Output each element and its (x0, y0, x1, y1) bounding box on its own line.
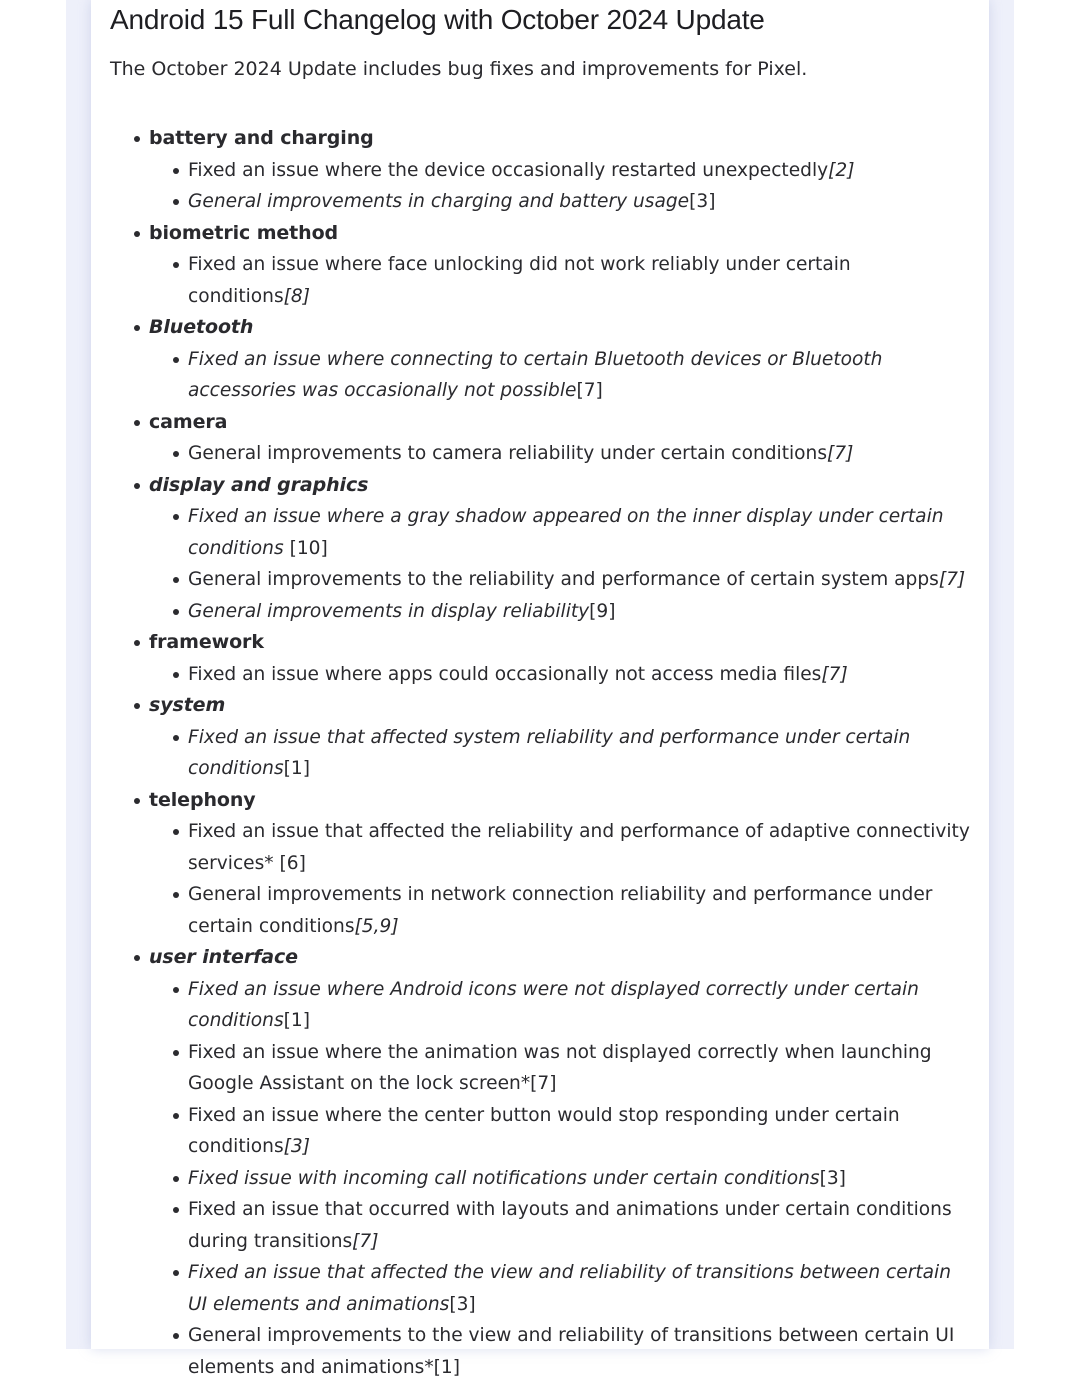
item-ref: [1] (283, 1010, 310, 1031)
category-label: battery and charging (149, 127, 374, 149)
category-camera (131, 407, 971, 470)
item-ref: [9] (589, 600, 616, 622)
item-text: Fixed an issue where connecting to certain Bluetooth devices or Bluetooth accessories was occasionally not possible (188, 348, 883, 401)
item-text: Fixed an issue where apps could occasionally not access media files (188, 663, 822, 685)
item-ref: [1] (283, 758, 310, 779)
item-ref: [7] (530, 1073, 557, 1094)
changelog-item (149, 1100, 971, 1163)
item-text: Fixed an issue where the center button would stop responding under certain conditions (188, 1104, 900, 1157)
item-text: Fixed an issue where the animation was not displayed correctly when launching Google Assistant on the lock screen* (188, 1041, 932, 1094)
category-user-interface (131, 942, 971, 1383)
item-ref: [3] (449, 1293, 476, 1315)
category-label: camera (149, 410, 228, 433)
changelog-item (149, 438, 971, 470)
item-text: General improvements to the view and reliability of transitions between certain UI elements and animations* (188, 1325, 955, 1378)
item-ref: [1] (433, 1356, 460, 1378)
category-biometric-method (131, 218, 971, 313)
item-ref: [8] (283, 285, 310, 307)
item-text: Fixed an issue that affected the reliability and performance of adaptive connectivity services* (188, 821, 970, 874)
changelog-item (149, 249, 971, 312)
changelog-item (149, 659, 971, 691)
changelog-item (149, 879, 971, 942)
item-ref: [7] (827, 443, 854, 464)
changelog-item (149, 1163, 971, 1195)
category-label: telephony (149, 788, 256, 811)
changelog-item (149, 816, 971, 879)
category-label: user interface (149, 946, 298, 968)
article-title: Android 15 Full Changelog with October 2024 Update (110, 4, 765, 35)
item-ref: [6] (273, 852, 306, 874)
item-ref: [7] (352, 1230, 379, 1252)
article-intro: The October 2024 Update includes bug fixes and improvements for Pixel. (110, 58, 808, 80)
item-text: Fixed issue with incoming call notifications under certain conditions (188, 1167, 820, 1189)
item-text: General improvements in charging and battery usage (188, 191, 690, 212)
item-text: Fixed an issue that affected system reliability and performance under certain conditions (188, 726, 911, 779)
changelog-item (149, 1194, 971, 1257)
item-text: General improvements in display reliability (188, 600, 590, 622)
category-framework (131, 627, 971, 690)
item-ref: [5,9] (354, 915, 399, 937)
item-ref: [7] (938, 569, 966, 590)
item-ref: [7] (576, 380, 603, 401)
category-label: framework (149, 631, 264, 653)
item-text: General improvements to camera reliability under certain conditions (188, 443, 828, 464)
changelog-item (149, 974, 971, 1037)
changelog-item (149, 596, 971, 628)
item-ref: [7] (821, 663, 848, 685)
changelog-item (149, 722, 971, 785)
item-text: Fixed an issue where Android icons were not displayed correctly under certain conditions (188, 978, 919, 1031)
category-label: system (149, 694, 226, 716)
changelog-item (149, 155, 971, 187)
item-text: General improvements in network connection reliability and performance under certain conditions (188, 884, 933, 937)
item-text: Fixed an issue where a gray shadow appeared on the inner display under certain conditions (188, 506, 944, 559)
item-ref: [10] (283, 537, 328, 559)
item-text: Fixed an issue that affected the view and reliability of transitions between certain UI elements and animations (188, 1262, 951, 1315)
changelog-item (149, 501, 971, 564)
category-telephony (131, 785, 971, 943)
changelog-item (149, 344, 971, 407)
item-ref: [3] (283, 1136, 310, 1157)
category-battery-and-charging (131, 123, 971, 218)
category-bluetooth (131, 312, 971, 407)
item-ref: [3] (819, 1167, 846, 1189)
changelog-item (149, 1037, 971, 1100)
item-ref: [2] (828, 159, 855, 181)
changelog-item (149, 564, 971, 596)
category-label: display and graphics (149, 473, 369, 496)
category-label: biometric method (149, 221, 339, 244)
changelog-item (149, 186, 971, 218)
item-text: Fixed an issue where the device occasionally restarted unexpectedly (188, 159, 829, 181)
item-ref: [3] (689, 191, 716, 212)
category-label: Bluetooth (149, 316, 254, 338)
article-card (91, 0, 989, 1378)
item-text: General improvements to the reliability and performance of certain system apps (188, 569, 939, 590)
changelog-item (149, 1320, 971, 1383)
changelog-item (149, 1257, 971, 1320)
category-system (131, 690, 971, 785)
category-display-and-graphics (131, 470, 971, 628)
item-text: Fixed an issue that occurred with layouts and animations under certain conditions during transitions (188, 1199, 952, 1252)
changelog-list (131, 123, 971, 1383)
item-text: Fixed an issue where face unlocking did not work reliably under certain conditions (188, 254, 851, 307)
